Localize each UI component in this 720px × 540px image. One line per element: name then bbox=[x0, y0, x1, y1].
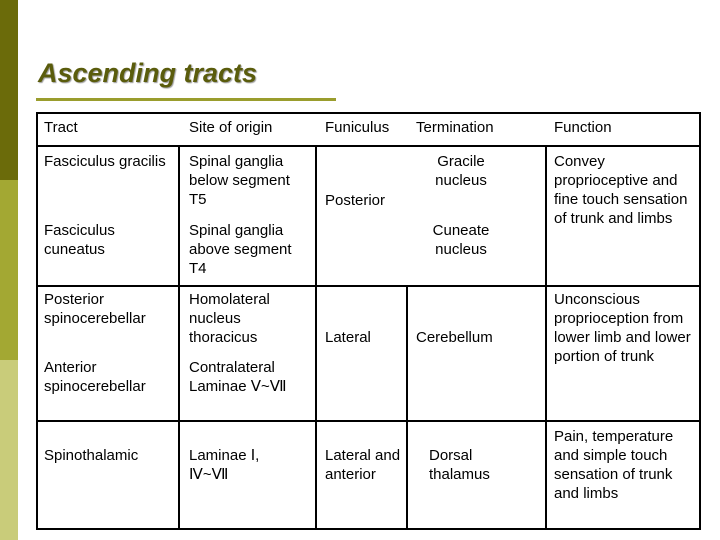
table-column-divider-funiculus bbox=[315, 145, 317, 530]
row-cuneatus-site: Spinal ganglia above segment T4 bbox=[189, 222, 292, 277]
side-accent-bar-middle bbox=[0, 180, 18, 360]
row-gracilis-site: Spinal ganglia below segment T5 bbox=[189, 153, 290, 208]
table-column-divider-termination bbox=[406, 285, 408, 530]
row-anterior-spinocerebellar-site: Contralateral Laminae Ⅴ~Ⅶ bbox=[189, 359, 287, 395]
header-termination: Termination bbox=[416, 119, 494, 136]
function-spinocerebellar: Unconscious proprioception from lower limb and lower portion of trunk bbox=[554, 291, 691, 365]
row-posterior-spinocerebellar-tract: Posterior spinocerebellar bbox=[44, 291, 146, 327]
table-border-left bbox=[36, 112, 38, 530]
row-gracilis-tract: Fasciculus gracilis bbox=[44, 153, 166, 170]
side-accent-bar-bottom bbox=[0, 360, 18, 540]
termination-cerebellum: Cerebellum bbox=[416, 329, 493, 346]
row-cuneatus-tract: Fasciculus cuneatus bbox=[44, 222, 115, 258]
page-title: Ascending tracts bbox=[38, 58, 258, 88]
table-divider-spinocerebellar bbox=[36, 285, 701, 287]
funiculus-lateral: Lateral bbox=[325, 329, 371, 346]
table-divider-spinothalamic bbox=[36, 420, 701, 422]
funiculus-posterior: Posterior bbox=[325, 192, 386, 209]
ascending-tracts-table bbox=[36, 112, 701, 530]
row-anterior-spinocerebellar-tract: Anterior spinocerebellar bbox=[44, 359, 146, 395]
row-cuneatus-termination: Cuneate nucleus bbox=[432, 222, 490, 258]
header-function: Function bbox=[554, 119, 612, 136]
header-tract: Tract bbox=[44, 119, 78, 136]
table-column-divider-site bbox=[178, 145, 180, 530]
table-column-divider-function bbox=[545, 145, 547, 530]
table-header-divider bbox=[36, 145, 701, 147]
row-spinothalamic-termination: Dorsal thalamus bbox=[429, 447, 490, 483]
table-border-right bbox=[699, 112, 701, 530]
side-accent-bar-top bbox=[0, 0, 18, 180]
header-site-of-origin: Site of origin bbox=[189, 119, 273, 136]
row-spinothalamic-function: Pain, temperature and simple touch sensation of trunk and limbs bbox=[554, 428, 674, 502]
row-spinothalamic-site: Laminae Ⅰ, Ⅳ~Ⅶ bbox=[189, 447, 260, 483]
table-border-bottom bbox=[36, 528, 701, 530]
row-gracilis-termination: Gracile nucleus bbox=[435, 153, 487, 189]
title-underline bbox=[36, 98, 336, 101]
function-dorsal-column: Convey proprioceptive and fine touch sensation of trunk and limbs bbox=[554, 153, 688, 227]
row-posterior-spinocerebellar-site: Homolateral nucleus thoracicus bbox=[189, 291, 270, 346]
row-spinothalamic-tract: Spinothalamic bbox=[44, 447, 139, 464]
table-border-top bbox=[36, 112, 701, 114]
row-spinothalamic-funiculus: Lateral and anterior bbox=[325, 447, 401, 483]
header-funiculus: Funiculus bbox=[325, 119, 390, 136]
